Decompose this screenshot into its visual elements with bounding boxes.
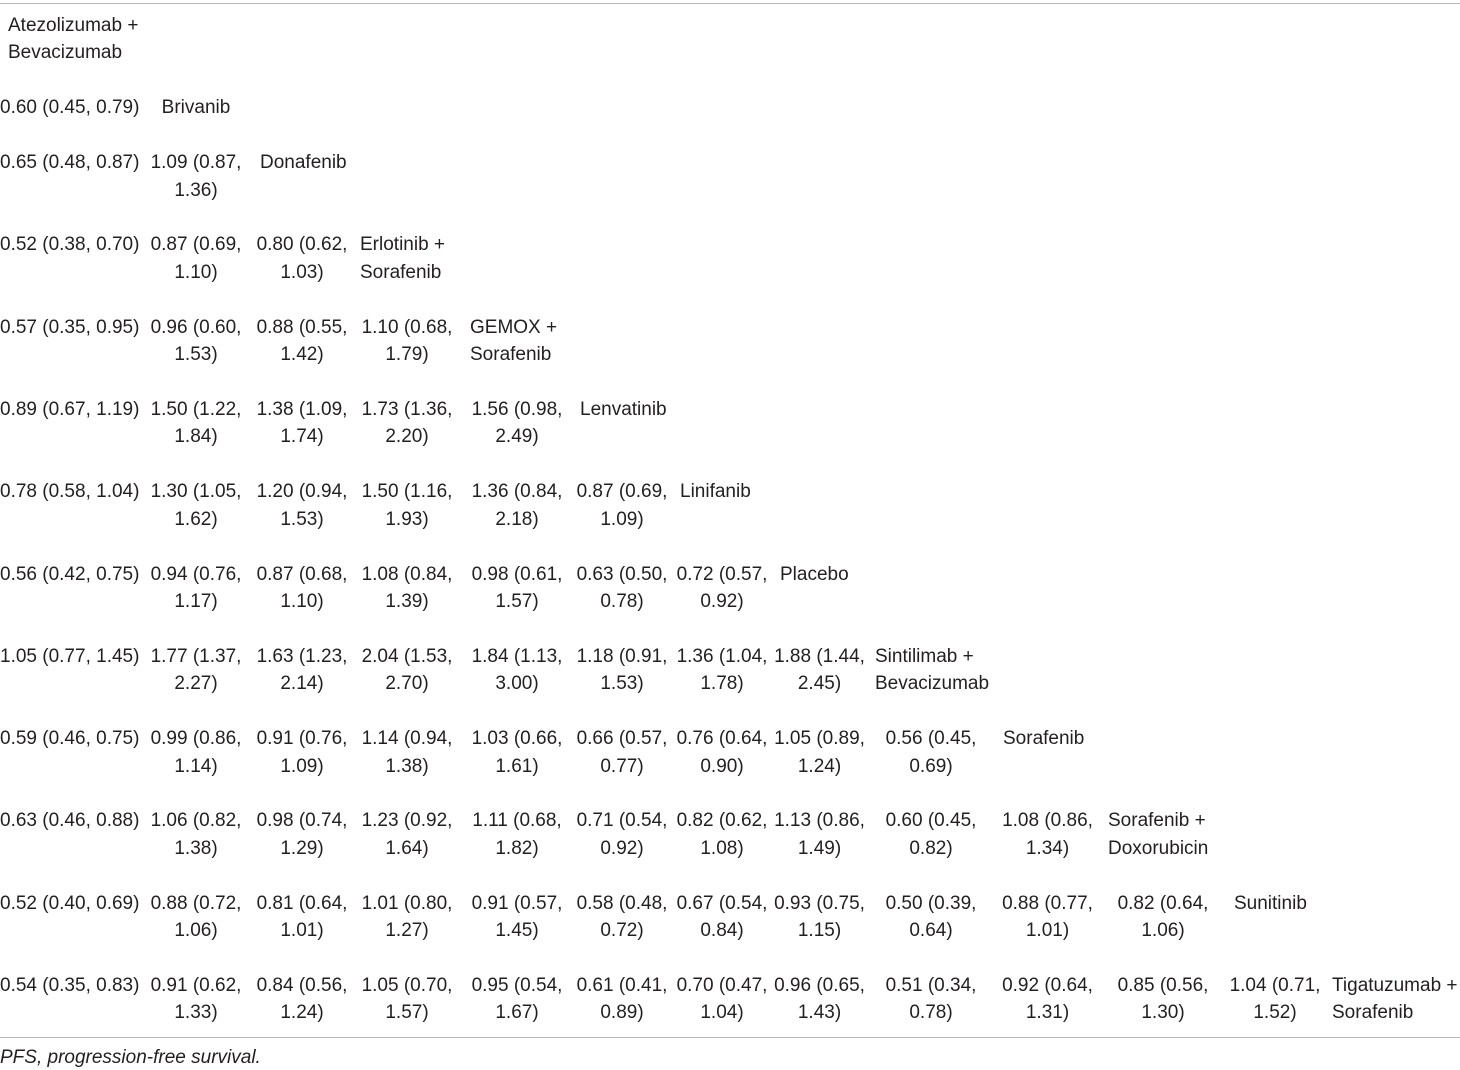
empty-cell	[1324, 643, 1460, 725]
comparison-cell: 1.04 (0.71, 1.52)	[1229, 975, 1321, 1024]
treatment-name-cell: Brivanib	[161, 97, 231, 119]
empty-cell	[1100, 12, 1226, 94]
empty-cell	[1324, 94, 1460, 149]
comparison-cell: 0.85 (0.56, 1.30)	[1117, 975, 1209, 1024]
comparison-cell: 0.50 (0.39, 0.64)	[885, 892, 977, 942]
comparison-cell: 0.61 (0.41, 0.89)	[576, 975, 668, 1024]
empty-cell	[1324, 396, 1460, 478]
comparison-cell: 0.56 (0.45, 0.69)	[885, 728, 977, 777]
table-row	[0, 478, 1460, 560]
comparison-cell: 0.58 (0.48, 0.72)	[576, 892, 668, 942]
empty-cell	[462, 12, 572, 94]
treatment-name-cell: GEMOX + Sorafenib	[470, 316, 558, 366]
comparison-cell: 0.84 (0.56, 1.24)	[256, 975, 348, 1024]
empty-cell	[1324, 561, 1460, 643]
empty-cell	[1226, 396, 1324, 478]
comparison-cell: 0.96 (0.65, 1.43)	[774, 975, 865, 1024]
table-row	[0, 396, 1460, 478]
empty-cell	[867, 149, 995, 231]
treatment-name-cell: Tigatuzumab + Sorafenib	[1332, 975, 1458, 1024]
comparison-cell: 0.54 (0.35, 0.83)	[0, 975, 140, 997]
comparison-cell: 0.93 (0.75, 1.15)	[774, 892, 865, 942]
comparison-cell: 0.89 (0.67, 1.19)	[0, 398, 140, 420]
empty-cell	[1100, 94, 1226, 149]
comparison-cell: 0.72 (0.57, 0.92)	[676, 563, 768, 612]
comparison-cell: 1.50 (1.16, 1.93)	[361, 481, 453, 530]
comparison-cell: 0.98 (0.74, 1.29)	[256, 810, 348, 859]
comparison-cell: 1.73 (1.36, 2.20)	[361, 398, 453, 448]
empty-cell	[1226, 231, 1324, 313]
comparison-cell: 1.05 (0.70, 1.57)	[361, 975, 453, 1024]
empty-cell	[995, 94, 1100, 149]
empty-cell	[462, 231, 572, 313]
empty-cell	[1100, 725, 1226, 807]
treatment-name-cell: Placebo	[780, 563, 849, 585]
comparison-cell: 0.88 (0.77, 1.01)	[1002, 892, 1093, 942]
empty-cell	[1324, 149, 1460, 231]
empty-cell	[867, 478, 995, 560]
table-row	[0, 12, 1460, 94]
empty-cell	[995, 478, 1100, 560]
comparison-cell: 1.36 (0.84, 2.18)	[471, 481, 563, 530]
comparison-cell: 1.23 (0.92, 1.64)	[361, 810, 453, 859]
comparison-cell: 1.56 (0.98, 2.49)	[471, 398, 563, 448]
empty-cell	[772, 231, 867, 313]
comparison-cell: 0.60 (0.45, 0.79)	[0, 97, 140, 119]
comparison-cell: 0.87 (0.68, 1.10)	[256, 563, 348, 612]
empty-cell	[1324, 231, 1460, 313]
comparison-cell: 0.78 (0.58, 1.04)	[0, 481, 140, 503]
comparison-cell: 1.03 (0.66, 1.61)	[471, 728, 563, 777]
treatment-name-cell: Sorafenib	[1003, 728, 1085, 750]
comparison-cell: 0.76 (0.64, 0.90)	[676, 728, 768, 777]
empty-cell	[1226, 478, 1324, 560]
empty-cell	[352, 149, 462, 231]
empty-cell	[867, 231, 995, 313]
table-row	[0, 807, 1460, 889]
comparison-cell: 0.63 (0.50, 0.78)	[576, 563, 668, 612]
comparison-cell: 1.11 (0.68, 1.82)	[472, 810, 562, 859]
empty-cell	[772, 478, 867, 560]
comparison-cell: 1.05 (0.89, 1.24)	[774, 728, 865, 777]
empty-cell	[995, 396, 1100, 478]
comparison-cell: 0.91 (0.76, 1.09)	[256, 728, 348, 777]
empty-cell	[1226, 94, 1324, 149]
empty-cell	[572, 314, 672, 396]
empty-cell	[572, 231, 672, 313]
empty-cell	[252, 94, 352, 149]
empty-cell	[1226, 725, 1324, 807]
empty-cell	[772, 12, 867, 94]
empty-cell	[672, 231, 772, 313]
comparison-cell: 0.65 (0.48, 0.87)	[0, 152, 140, 174]
comparison-cell: 0.87 (0.69, 1.09)	[576, 481, 668, 530]
comparison-cell: 0.67 (0.54, 0.84)	[676, 892, 768, 942]
empty-cell	[1226, 314, 1324, 396]
comparison-cell: 0.87 (0.69, 1.10)	[150, 234, 242, 283]
empty-cell	[462, 94, 572, 149]
comparison-cell: 1.10 (0.68, 1.79)	[361, 316, 453, 366]
treatment-name-cell: Sorafenib + Doxorubicin	[1108, 810, 1209, 859]
table-row	[0, 314, 1460, 396]
comparison-cell: 0.82 (0.64, 1.06)	[1117, 892, 1209, 942]
empty-cell	[1324, 807, 1460, 889]
empty-cell	[1100, 643, 1226, 725]
comparison-cell: 0.82 (0.62, 1.08)	[676, 810, 768, 859]
comparison-cell: 0.52 (0.38, 0.70)	[0, 234, 140, 256]
comparison-cell: 1.08 (0.84, 1.39)	[361, 563, 453, 612]
comparison-cell: 0.99 (0.86, 1.14)	[150, 728, 242, 777]
empty-cell	[995, 643, 1100, 725]
empty-cell	[867, 561, 995, 643]
empty-cell	[1324, 890, 1460, 972]
table-top-rule	[0, 3, 1460, 4]
comparison-cell: 0.80 (0.62, 1.03)	[256, 234, 348, 283]
empty-cell	[140, 12, 252, 94]
empty-cell	[572, 94, 672, 149]
comparison-cell: 1.18 (0.91, 1.53)	[576, 645, 668, 695]
empty-cell	[772, 94, 867, 149]
table-row	[0, 561, 1460, 643]
empty-cell	[1324, 725, 1460, 807]
treatment-name-cell: Donafenib	[260, 152, 347, 174]
treatment-name-cell: Linifanib	[680, 481, 751, 503]
empty-cell	[995, 314, 1100, 396]
empty-cell	[1100, 231, 1226, 313]
table-bottom-rule	[0, 1037, 1460, 1038]
comparison-cell: 1.13 (0.86, 1.49)	[774, 810, 865, 859]
pfs-league-table	[0, 12, 1460, 1054]
empty-cell	[1324, 12, 1460, 94]
comparison-cell: 1.14 (0.94, 1.38)	[361, 728, 453, 777]
comparison-cell: 0.56 (0.42, 0.75)	[0, 563, 140, 585]
comparison-cell: 1.77 (1.37, 2.27)	[150, 645, 242, 695]
empty-cell	[995, 231, 1100, 313]
empty-cell	[867, 396, 995, 478]
empty-cell	[1100, 149, 1226, 231]
table-row	[0, 94, 1460, 149]
empty-cell	[672, 94, 772, 149]
empty-cell	[772, 396, 867, 478]
empty-cell	[772, 314, 867, 396]
table-row	[0, 231, 1460, 313]
empty-cell	[995, 149, 1100, 231]
comparison-cell: 1.06 (0.82, 1.38)	[150, 810, 242, 859]
empty-cell	[352, 94, 462, 149]
table-row	[0, 890, 1460, 972]
empty-cell	[252, 12, 352, 94]
empty-cell	[572, 149, 672, 231]
comparison-cell: 1.38 (1.09, 1.74)	[256, 398, 348, 448]
comparison-cell: 0.52 (0.40, 0.69)	[0, 892, 140, 914]
empty-cell	[672, 314, 772, 396]
comparison-cell: 1.63 (1.23, 2.14)	[256, 645, 348, 695]
comparison-cell: 0.95 (0.54, 1.67)	[471, 975, 563, 1024]
table-footnote: PFS, progression-free survival.	[0, 1047, 261, 1068]
treatment-name-cell: Erlotinib + Sorafenib	[360, 234, 446, 283]
empty-cell	[1226, 643, 1324, 725]
comparison-cell: 0.92 (0.64, 1.31)	[1002, 975, 1093, 1024]
comparison-cell: 0.66 (0.57, 0.77)	[576, 728, 668, 777]
empty-cell	[995, 561, 1100, 643]
table-row	[0, 643, 1460, 725]
table-row	[0, 149, 1460, 231]
empty-cell	[1226, 12, 1324, 94]
empty-cell	[1100, 396, 1226, 478]
comparison-cell: 0.96 (0.60, 1.53)	[150, 316, 242, 366]
table-row	[0, 972, 1460, 1054]
league-table-body	[0, 12, 1460, 1054]
comparison-cell: 1.09 (0.87, 1.36)	[150, 152, 242, 201]
empty-cell	[995, 12, 1100, 94]
comparison-cell: 0.88 (0.55, 1.42)	[256, 316, 348, 366]
empty-cell	[1226, 561, 1324, 643]
comparison-cell: 1.01 (0.80, 1.27)	[361, 892, 453, 942]
comparison-cell: 0.71 (0.54, 0.92)	[576, 810, 668, 859]
comparison-cell: 0.81 (0.64, 1.01)	[256, 892, 348, 942]
comparison-cell: 0.59 (0.46, 0.75)	[0, 728, 140, 750]
empty-cell	[1100, 478, 1226, 560]
treatment-name-cell: Lenvatinib	[580, 398, 667, 420]
treatment-name-cell: Sintilimab + Bevacizumab	[875, 645, 990, 695]
comparison-cell: 0.57 (0.35, 0.95)	[0, 316, 140, 338]
comparison-cell: 0.60 (0.45, 0.82)	[885, 810, 977, 859]
comparison-cell: 0.94 (0.76, 1.17)	[150, 563, 242, 612]
empty-cell	[1324, 314, 1460, 396]
empty-cell	[572, 12, 672, 94]
empty-cell	[867, 94, 995, 149]
empty-cell	[1100, 314, 1226, 396]
empty-cell	[462, 149, 572, 231]
comparison-cell: 0.51 (0.34, 0.78)	[885, 975, 977, 1024]
empty-cell	[867, 12, 995, 94]
empty-cell	[672, 149, 772, 231]
comparison-cell: 0.70 (0.47, 1.04)	[676, 975, 768, 1024]
empty-cell	[867, 314, 995, 396]
empty-cell	[672, 12, 772, 94]
comparison-cell: 1.84 (1.13, 3.00)	[471, 645, 563, 695]
empty-cell	[1226, 807, 1324, 889]
treatment-name-cell: Sunitinib	[1234, 892, 1307, 914]
table-row	[0, 725, 1460, 807]
comparison-cell: 0.88 (0.72, 1.06)	[150, 892, 242, 942]
comparison-cell: 0.91 (0.62, 1.33)	[150, 975, 242, 1024]
comparison-cell: 0.98 (0.61, 1.57)	[471, 563, 563, 612]
empty-cell	[1324, 478, 1460, 560]
treatment-name-cell: Atezolizumab + Bevacizumab	[8, 15, 139, 64]
comparison-cell: 1.30 (1.05, 1.62)	[150, 481, 242, 530]
comparison-cell: 1.08 (0.86, 1.34)	[1002, 810, 1093, 859]
empty-cell	[1100, 561, 1226, 643]
empty-cell	[1226, 149, 1324, 231]
comparison-cell: 1.20 (0.94, 1.53)	[256, 481, 348, 530]
empty-cell	[672, 396, 772, 478]
comparison-cell: 1.05 (0.77, 1.45)	[0, 645, 140, 667]
empty-cell	[772, 149, 867, 231]
empty-cell	[352, 12, 462, 94]
comparison-cell: 2.04 (1.53, 2.70)	[361, 645, 453, 695]
comparison-cell: 0.91 (0.57, 1.45)	[471, 892, 563, 942]
comparison-cell: 1.50 (1.22, 1.84)	[150, 398, 242, 448]
comparison-cell: 1.36 (1.04, 1.78)	[676, 645, 768, 695]
comparison-cell: 1.88 (1.44, 2.45)	[774, 645, 865, 695]
comparison-cell: 0.63 (0.46, 0.88)	[0, 810, 140, 832]
